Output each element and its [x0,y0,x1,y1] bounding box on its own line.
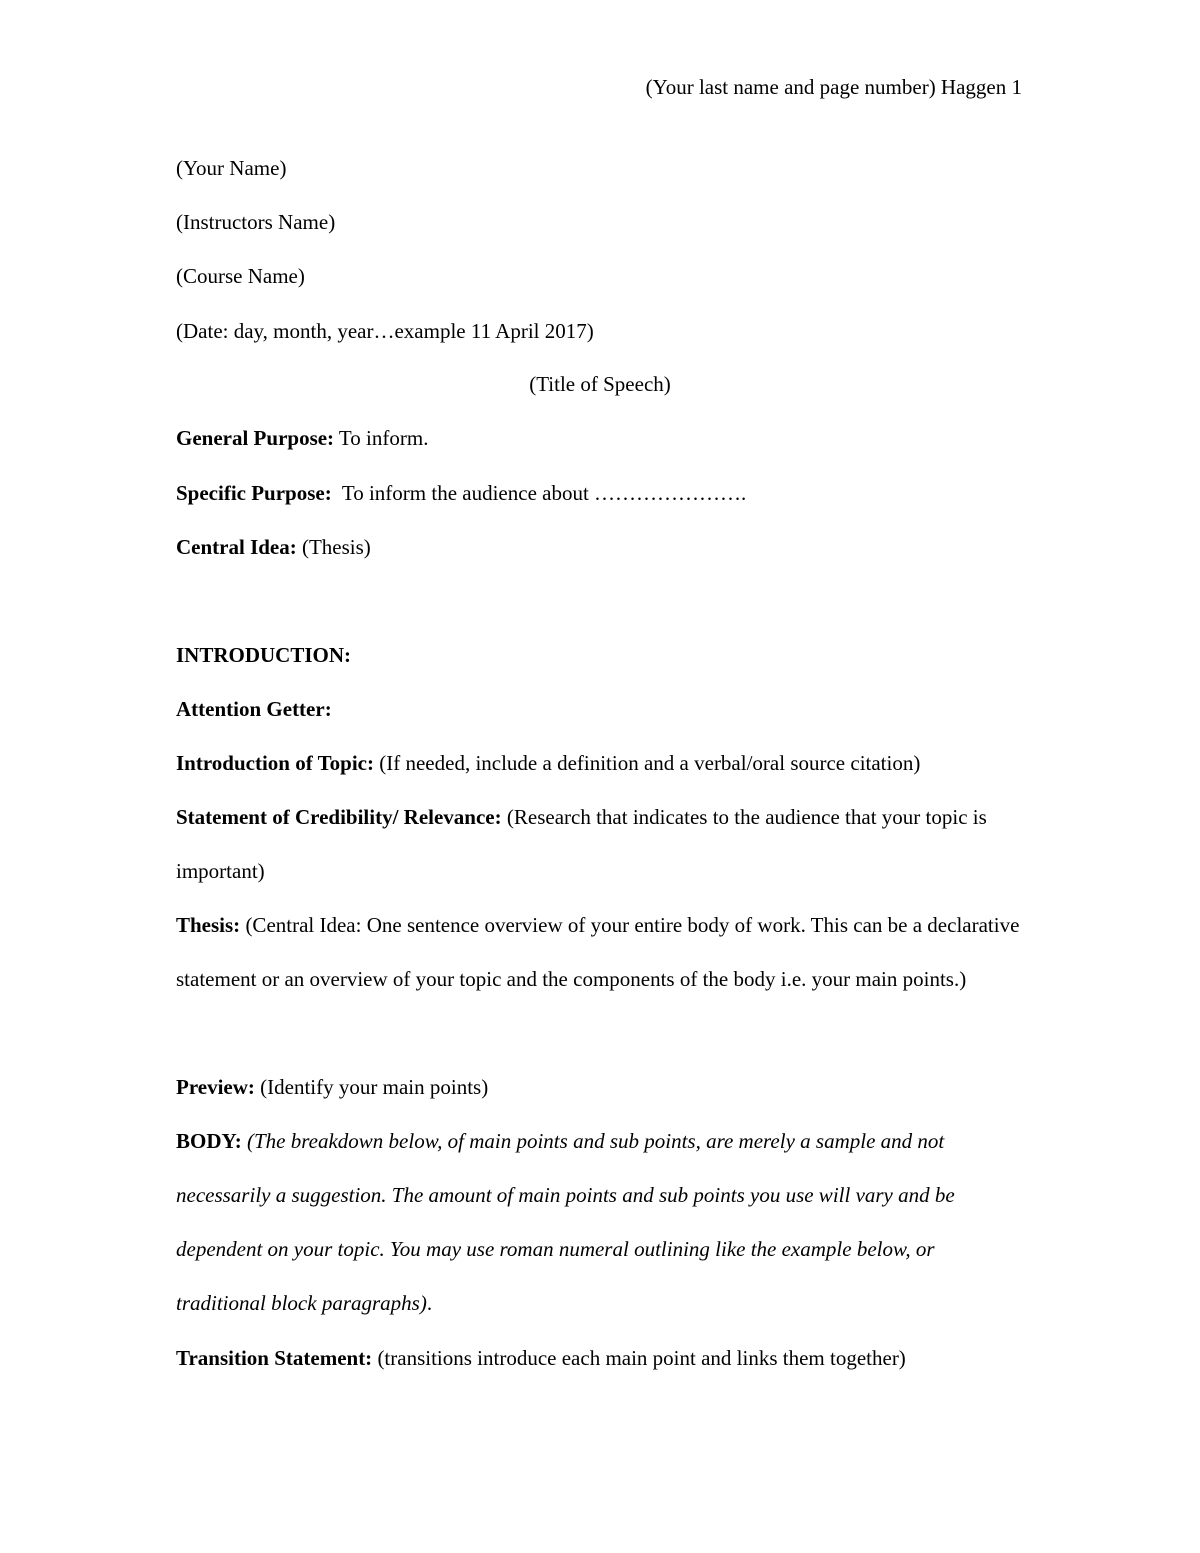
transition-text: (transitions introduce each main point and links them together) [372,1346,906,1370]
course-name: (Course Name) [176,264,305,288]
thesis-label: Thesis: [176,913,241,937]
attention-getter-label: Attention Getter: [176,697,332,721]
general-purpose-label: General Purpose: [176,426,335,450]
specific-purpose [176,480,1026,506]
general-purpose-text: To inform. [334,426,429,450]
transition-label: Transition Statement: [176,1346,373,1370]
transition-statement [176,1345,1026,1371]
date-line: (Date: day, month, year…example 11 April 2017) [176,319,594,343]
body-label: BODY: [176,1129,242,1153]
attention-getter [176,696,1026,722]
introduction-heading-label: INTRODUCTION: [176,643,352,667]
credibility-paragraph [176,790,1026,898]
speech-title: (Title of Speech) [529,372,671,396]
introduction-of-topic [176,750,1026,776]
introduction-of-topic-text: (If needed, include a definition and a verbal/oral source citation) [374,751,921,775]
body-end: . [426,1291,433,1315]
credibility-text: (Research that indicates to the audience that your topic is important) [176,805,987,883]
preview [176,1074,1026,1100]
body-paragraph [176,1114,1026,1330]
introduction-of-topic-label: Introduction of Topic: [176,751,374,775]
preview-label: Preview: [176,1075,255,1099]
specific-purpose-text: To inform the audience about …………………. [331,481,747,505]
introduction-heading [176,642,1026,668]
specific-purpose-label: Specific Purpose: [176,481,332,505]
running-head: (Your last name and page number) Haggen 1 [645,75,1022,99]
thesis-text: (Central Idea: One sentence overview of your entire body of work. This can be a declarative statement or an overview of your topic and the components of the body i.e. your main points.) [176,913,1020,991]
credibility-label: Statement of Credibility/ Relevance: [176,805,502,829]
student-name: (Your Name) [176,156,287,180]
thesis-paragraph [176,898,1026,1006]
body-text: (The breakdown below, of main points and sub points, are merely a sample and not necessarily a suggestion. The amount of main points and sub points you use will vary and be dependent on your topic. You may use roman numeral outlining like the example below, or traditional block paragraphs) [176,1129,955,1315]
central-idea-text: (Thesis) [296,535,371,559]
instructor-name: (Instructors Name) [176,210,336,234]
central-idea-label: Central Idea: [176,535,297,559]
general-purpose [176,425,1026,451]
preview-text: (Identify your main points) [254,1075,489,1099]
central-idea [176,534,1026,560]
